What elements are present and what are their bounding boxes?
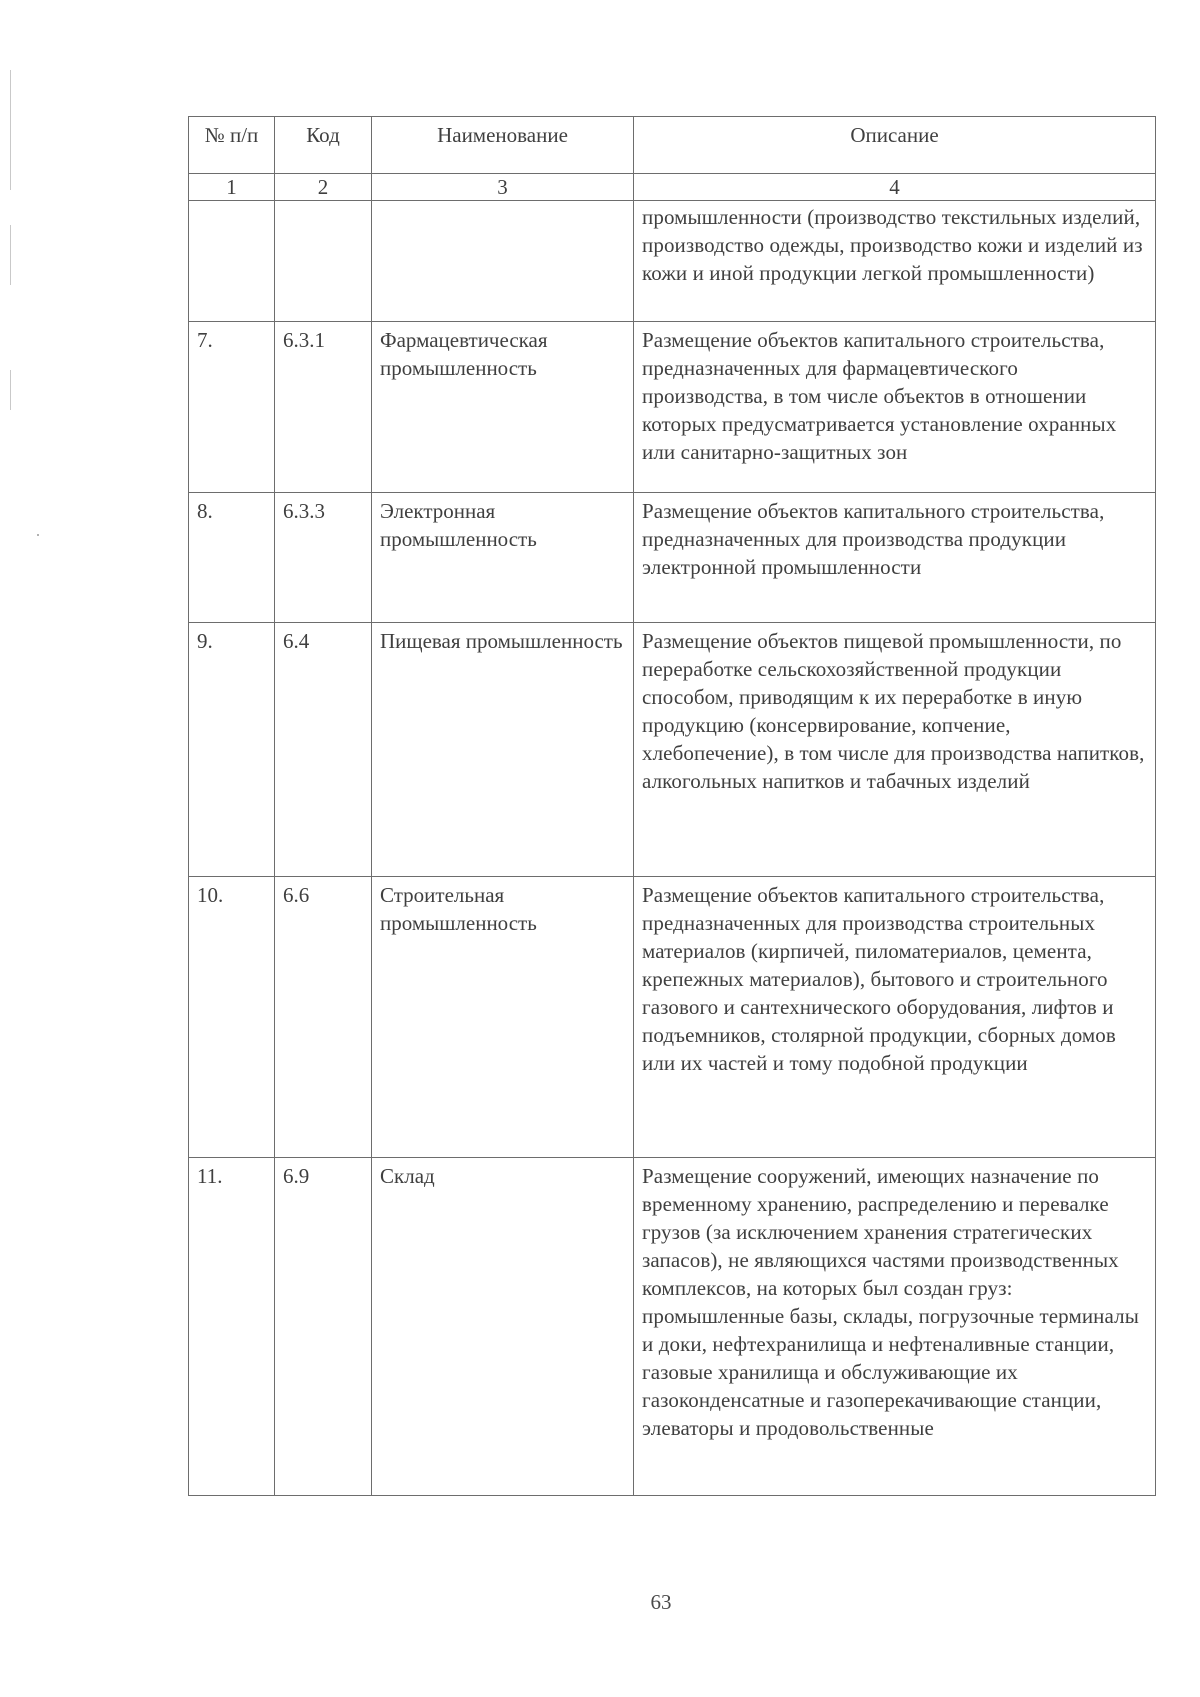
row-code: 6.6 [275, 877, 372, 1158]
scan-speck [37, 534, 39, 536]
table-header-row [189, 117, 1156, 174]
row-num [189, 201, 275, 322]
row-name: Электронная промышленность [372, 493, 634, 623]
row-num: 11. [189, 1158, 275, 1496]
column-number: 3 [372, 174, 634, 201]
page-number: 63 [650, 1590, 672, 1614]
row-description: Размещение сооружений, имеющих назначение по временному хранению, распределению и перевалке грузов (за исключением хранения стратегических запасов), не являющихся частями производственных комплексов, на которых был создан груз: промышленные базы, склады, погрузочные терминалы и доки, нефтехранилища и нефтеналивные станции, газовые хранилища и обслуживающие их газоконденсатные и газоперекачивающие станции, элеваторы и продовольственные [634, 1158, 1156, 1496]
row-description: Размещение объектов капитального строительства, предназначенных для фармацевтического производства, в том числе объектов в отношении которых предусматривается установление охранных или санитарно-защитных зон [634, 322, 1156, 493]
row-num: 7. [189, 322, 275, 493]
row-num: 8. [189, 493, 275, 623]
row-name: Строительная промышленность [372, 877, 634, 1158]
header-name: Наименование [372, 117, 634, 174]
row-code: 6.4 [275, 623, 372, 877]
row-name: Склад [372, 1158, 634, 1496]
header-code: Код [275, 117, 372, 174]
row-name: Фармацевтическая промышленность [372, 322, 634, 493]
scan-margin-mark [10, 70, 11, 190]
table-row [189, 1158, 1156, 1496]
table-row [189, 877, 1156, 1158]
row-code [275, 201, 372, 322]
scan-margin-mark [10, 225, 11, 285]
row-name: Пищевая промышленность [372, 623, 634, 877]
column-number-row [189, 174, 1156, 201]
table-row [189, 493, 1156, 623]
row-description: Размещение объектов пищевой промышленности, по переработке сельскохозяйственной продукции способом, приводящим к их переработке в иную продукцию (консервирование, копчение, хлебопечение), в том числе для производства напитков, алкогольных напитков и табачных изделий [634, 623, 1156, 877]
row-code: 6.3.3 [275, 493, 372, 623]
table-row [189, 623, 1156, 877]
row-description: Размещение объектов капитального строительства, предназначенных для производства продукции электронной промышленности [634, 493, 1156, 623]
scan-margin-mark [10, 370, 11, 410]
column-number: 1 [189, 174, 275, 201]
table-row [189, 322, 1156, 493]
row-num: 10. [189, 877, 275, 1158]
row-code: 6.3.1 [275, 322, 372, 493]
row-description: Размещение объектов капитального строительства, предназначенных для производства строительных материалов (кирпичей, пиломатериалов, цемента, крепежных материалов), бытового и строительного газового и сантехнического оборудования, лифтов и подъемников, столярной продукции, сборных домов или их частей и тому подобной продукции [634, 877, 1156, 1158]
row-name [372, 201, 634, 322]
header-description: Описание [634, 117, 1156, 174]
row-code: 6.9 [275, 1158, 372, 1496]
row-description: промышленности (производство текстильных изделий, производство одежды, производство кожи и изделий из кожи и иной продукции легкой промышленности) [634, 201, 1156, 322]
column-number: 4 [634, 174, 1156, 201]
header-num: № п/п [189, 117, 275, 174]
row-num: 9. [189, 623, 275, 877]
column-number: 2 [275, 174, 372, 201]
table-row [189, 201, 1156, 322]
land-use-table [188, 116, 1156, 1496]
